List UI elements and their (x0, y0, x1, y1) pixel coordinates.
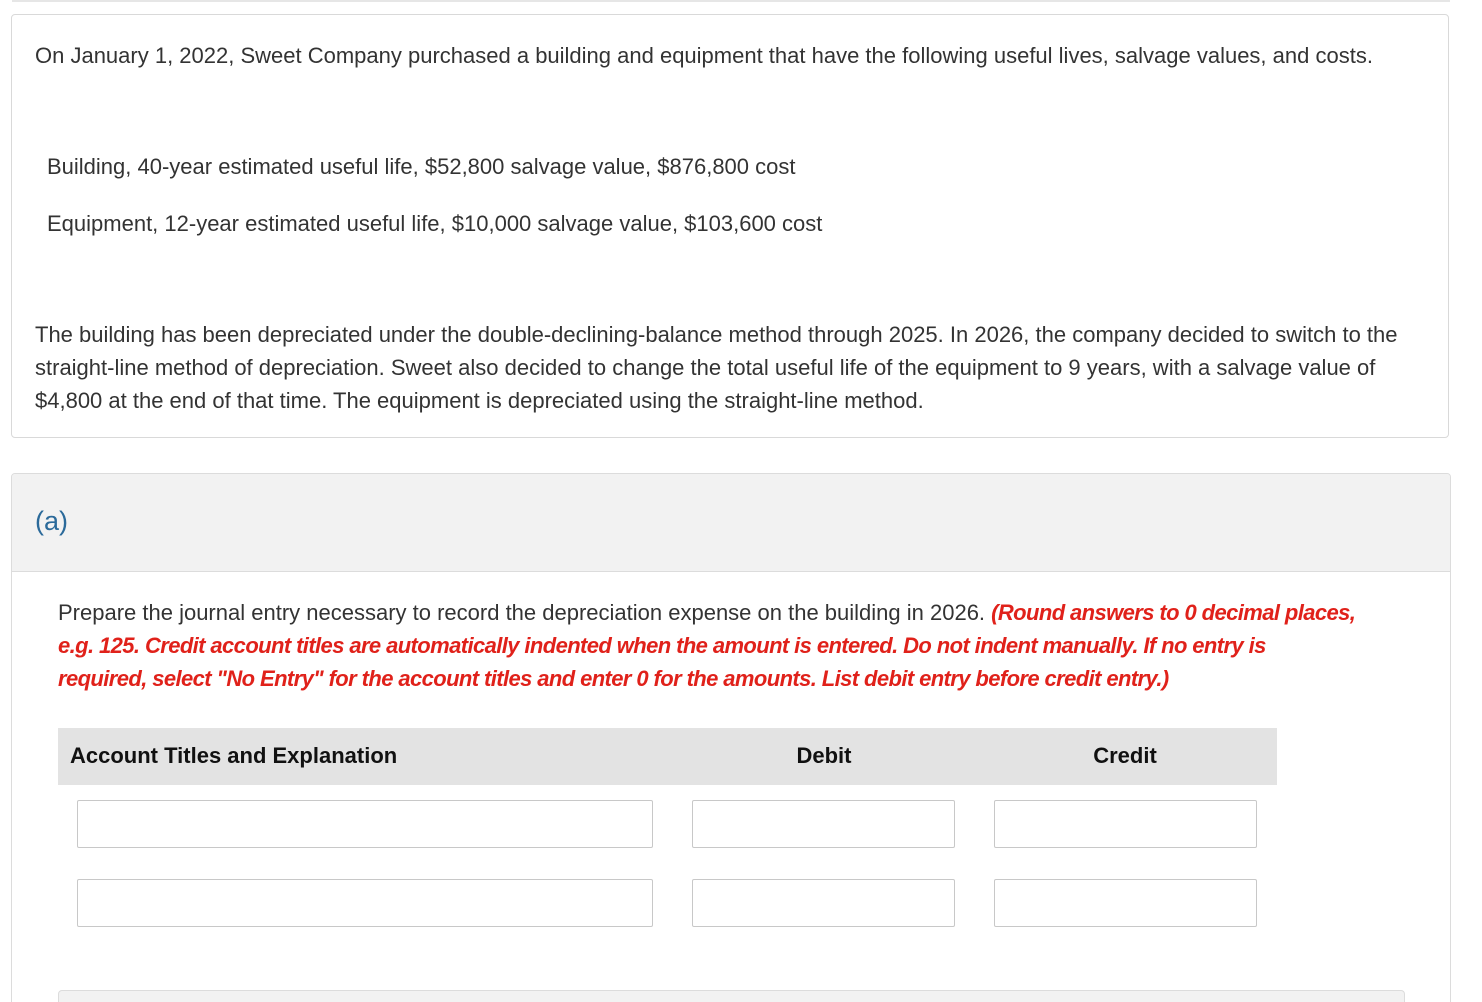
account-title-input-1[interactable] (77, 800, 653, 848)
part-header (12, 474, 1450, 572)
header-credit: Credit (1093, 743, 1157, 768)
instruction-text: Prepare the journal entry necessary to record the depreciation expense on the building in 2026. (58, 600, 986, 625)
instruction-note: (Round answers to 0 decimal places, e.g. 125. Credit account titles are automatically indented when the amount is entered. Do not indent manually. If no entry is required, select "No Entry" for the account titles and enter 0 for the amounts. List debit entry before credit entry.) (58, 600, 1356, 691)
part-label: (a) (35, 506, 68, 536)
debit-input-1[interactable] (692, 800, 955, 848)
equipment-details: Equipment, 12-year estimated useful life, $10,000 salvage value, $103,600 cost (47, 211, 823, 236)
building-details: Building, 40-year estimated useful life, $52,800 salvage value, $876,800 cost (47, 154, 796, 179)
top-divider (12, 0, 1450, 2)
credit-input-2[interactable] (994, 879, 1257, 927)
account-title-input-2[interactable] (77, 879, 653, 927)
part-a-card (11, 473, 1451, 1002)
header-debit: Debit (796, 743, 852, 768)
next-section-panel (58, 990, 1405, 1002)
debit-input-2[interactable] (692, 879, 955, 927)
part-instructions (58, 596, 1358, 695)
credit-input-1[interactable] (994, 800, 1257, 848)
header-account-titles: Account Titles and Explanation (70, 743, 398, 768)
problem-statement-card (11, 14, 1449, 438)
journal-table-header (58, 728, 1277, 785)
problem-closing: The building has been depreciated under the double-declining-balance method through 2025. In 2026, the company decided to switch to the straight-line method of depreciation. Sweet also decided to change the total useful life of the equipment to 9 years, with a salvage value of $4,800 at the end of that time. The equipment is depreciated using the straight-line method. (35, 322, 1398, 413)
problem-intro: On January 1, 2022, Sweet Company purchased a building and equipment that have the following useful lives, salvage values, and costs. (35, 43, 1373, 68)
